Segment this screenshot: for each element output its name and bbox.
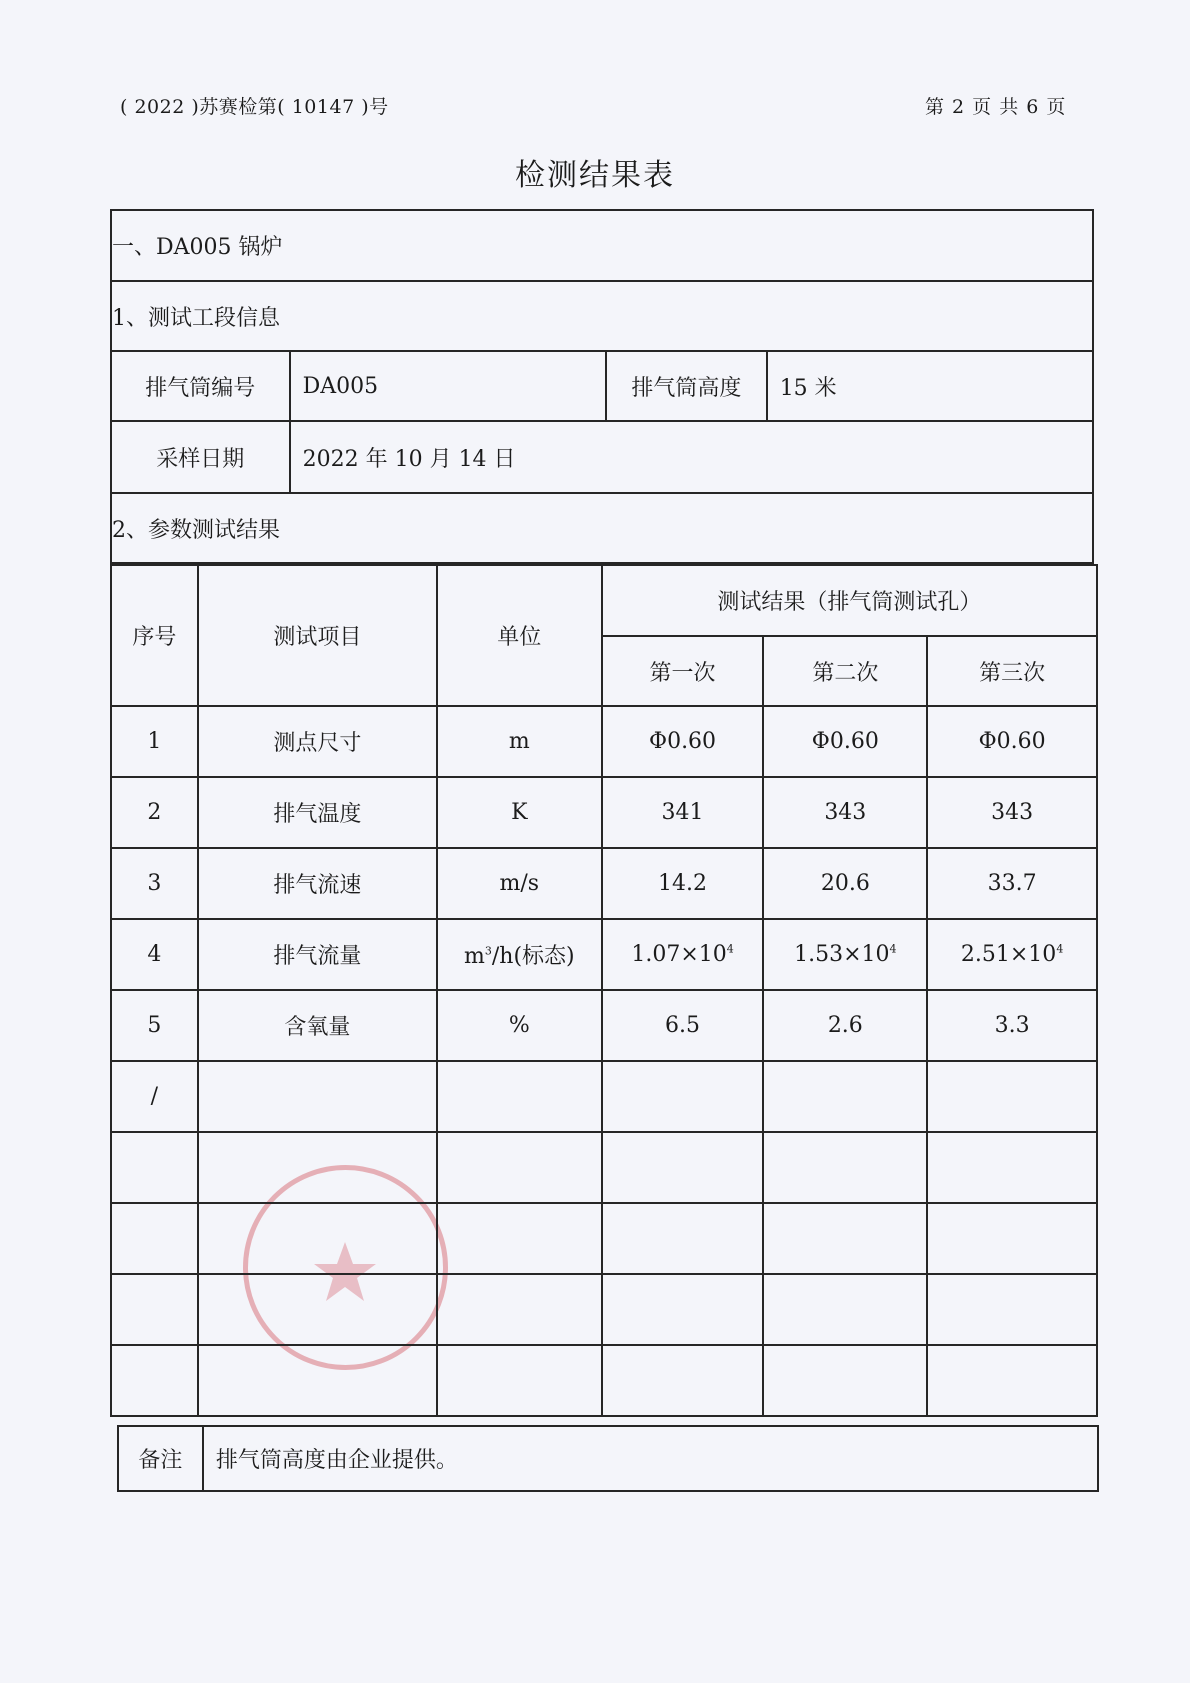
row-run2: Φ0.60: [763, 706, 927, 777]
remarks-text: 排气筒高度由企业提供。: [203, 1426, 1098, 1491]
results-table: [110, 564, 1098, 1417]
section2-heading: 2、参数测试结果: [111, 493, 1093, 563]
row-item: [198, 1061, 437, 1132]
col-header-run1: 第一次: [602, 636, 764, 706]
row-run3: Φ0.60: [927, 706, 1097, 777]
row-unit: $m^3/h$(标态): [437, 919, 602, 990]
page-info: 第 2 页 共 6 页: [925, 96, 1067, 118]
row-item: 测点尺寸: [198, 706, 437, 777]
col-header-result-group: 测试结果（排气筒测试孔）: [602, 565, 1097, 636]
col-header-item: 测试项目: [198, 565, 437, 706]
table-row: [111, 777, 1097, 848]
row-item: 排气流速: [198, 848, 437, 919]
row-run3: [927, 1061, 1097, 1132]
row-run3: 3.3: [927, 990, 1097, 1061]
table-row-empty: [111, 1274, 1097, 1345]
row-run3: 33.7: [927, 848, 1097, 919]
row-run1: $1.07\times 10^4$: [602, 919, 764, 990]
row-run2: [763, 1061, 927, 1132]
row-run3: $2.51\times 10^4$: [927, 919, 1097, 990]
row-no: 5: [111, 990, 198, 1061]
row-no: /: [111, 1061, 198, 1132]
report-number: ( 2022 )苏赛检第( 10147 )号: [120, 96, 389, 118]
row-item: 排气流量: [198, 919, 437, 990]
sample-date-value: 2022 年 10 月 14 日: [290, 421, 1093, 493]
row-run2: 343: [763, 777, 927, 848]
row-run2: 20.6: [763, 848, 927, 919]
remarks-label: 备注: [118, 1426, 203, 1491]
document-title: 检测结果表: [515, 158, 675, 193]
section1-table: [110, 209, 1094, 564]
row-no: 3: [111, 848, 198, 919]
row-run1: 6.5: [602, 990, 764, 1061]
row-run3: 343: [927, 777, 1097, 848]
table-row: [111, 848, 1097, 919]
row-unit: %: [437, 990, 602, 1061]
section1-subheading: 1、测试工段信息: [111, 281, 1093, 351]
row-item: 排气温度: [198, 777, 437, 848]
sample-date-label: 采样日期: [111, 421, 290, 493]
row-run1: 341: [602, 777, 764, 848]
table-row-empty: [111, 1203, 1097, 1274]
row-run2: $1.53\times 10^4$: [763, 919, 927, 990]
row-unit: m/s: [437, 848, 602, 919]
col-header-no: 序号: [111, 565, 198, 706]
row-run1: 14.2: [602, 848, 764, 919]
row-run2: 2.6: [763, 990, 927, 1061]
table-row: [111, 919, 1097, 990]
stack-no-label: 排气筒编号: [111, 351, 290, 421]
row-run1: [602, 1061, 764, 1132]
section1-heading: 一、DA005 锅炉: [111, 210, 1093, 281]
table-row: [111, 706, 1097, 777]
col-header-run3: 第三次: [927, 636, 1097, 706]
stack-height-value: 15 米: [767, 351, 1093, 421]
table-row-empty: [111, 1345, 1097, 1416]
stack-no-value: DA005: [290, 351, 606, 421]
row-unit: [437, 1061, 602, 1132]
table-row-empty: [111, 1132, 1097, 1203]
table-row: [111, 1061, 1097, 1132]
row-no: 4: [111, 919, 198, 990]
col-header-unit: 单位: [437, 565, 602, 706]
row-no: 1: [111, 706, 198, 777]
table-row: [111, 990, 1097, 1061]
row-unit: m: [437, 706, 602, 777]
remarks-table: [117, 1425, 1099, 1492]
row-run1: Φ0.60: [602, 706, 764, 777]
row-item: 含氧量: [198, 990, 437, 1061]
col-header-run2: 第二次: [763, 636, 927, 706]
stack-height-label: 排气筒高度: [606, 351, 767, 421]
row-unit: K: [437, 777, 602, 848]
row-no: 2: [111, 777, 198, 848]
